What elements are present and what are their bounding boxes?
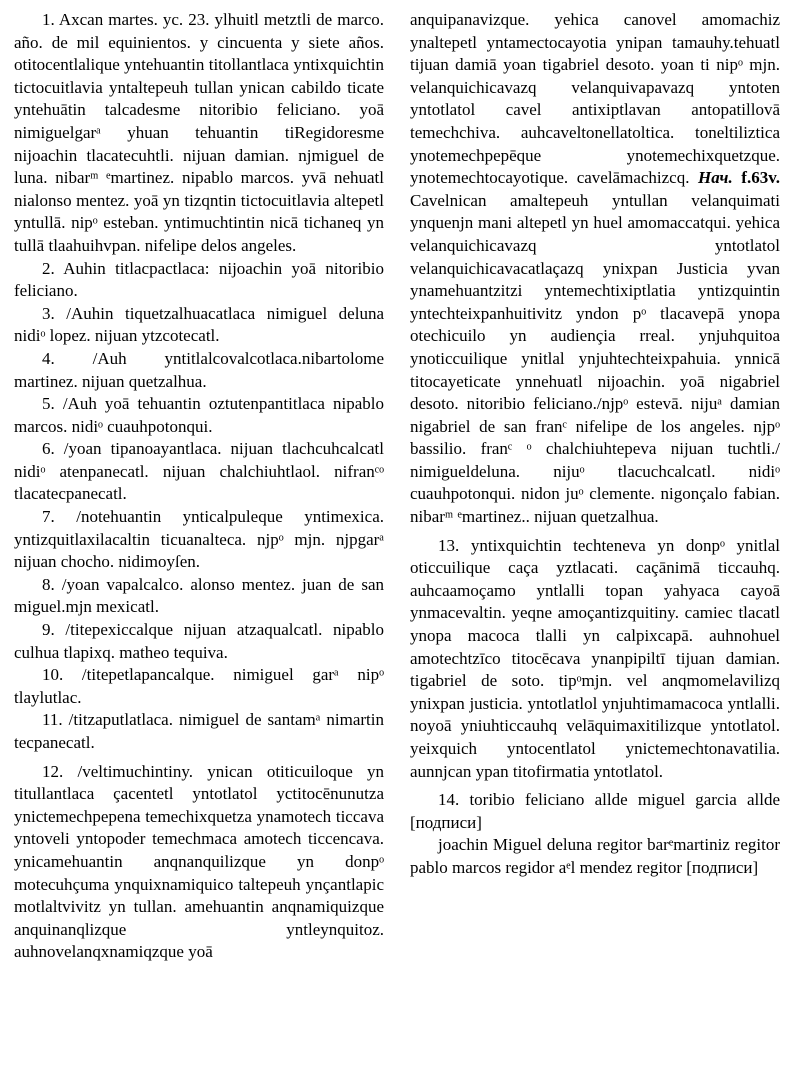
continued-text: anquipanavizque. yehica canovel amomachiz ynaltepetl yntamectocayotia ynipan tamauhy.tehuatl tijuan damiā yoan tigabriel desoto. yoan ti nipᵒ mjn. velanquichicavazq velanquivapavazq yntoten yntotlatol cavel antixiptlavan antopatillovā temechchiva. auhcaveltonellatoltica. toneltiliztica ynotemechpepēque ynotemechixquetzque. ynotemechtocayotique. cavelāmachizcq. [410, 10, 780, 188]
paragraph-7: 7. /notehuantin ynticalpuleque yntimexica. yntizquitlaxilacaltin ticuanalteca. njpᵒ mjn. njpgarᵃ nijuan chocho. nidimoyſen. [14, 507, 384, 572]
right-column [410, 9, 780, 880]
paragraph-10: 10. /titepetlapancalque. nimiguel garᵃ nipᵒ tlaylutlac. [14, 665, 384, 707]
paragraph-13: 13. yntixquichtin techteneva yn donpᵒ ynitlal oticcuilique caça yztlacati. caçānimā ticcauhq. auhcaamoçamo yntlalli topan yahyaca cayoā ynmacevaltin. yeqne amoçantizquitiny. camiec tlacatl ynopa macoca tlalli yn calpixcapā. auhnohuel amotechtzīco titocēcava ynanpipiltī tijuan damian. tigabriel de soto. tipᵒmjn. vel anqmomelavilizq ynixpan justicia. yntotlatlol ynjuhtimamacoca yntlalli. noyoā yniuhticcauhq velāquimaxitilizque yntotlatol. yeixquich yntocentlatol ynictemechtonavatilia. aunnjcan ypan titofirmatia yntotlatol. [410, 535, 780, 781]
paragraph-11: 11. /titzaputlatlaca. nimiguel de santamᵃ nimartin tecpanecatl. [14, 710, 384, 752]
paragraph-5: 5. /Auh yoā tehuantin oztutenpantitlaca nipablo marcos. nidiᵒ cuauhpotonqui. [14, 394, 384, 436]
paragraph-14: 14. toribio feliciano allde miguel garcia allde [подписи] [410, 790, 780, 832]
section-marker: Нач. [698, 168, 733, 188]
paragraph-12-continued [410, 9, 780, 529]
paragraph-6: 6. /yoan tipanoayantlaca. nijuan tlachcuhcalcatl nidiᵒ atenpanecatl. nijuan chalchiuhtlaol. nifranᶜᵒ tlacatecpanecatl. [14, 439, 384, 504]
paragraph-9: 9. /titepexiccalque nijuan atzaqualcatl. nipablo culhua tlapixq. matheo tequiva. [14, 620, 384, 662]
continued-text-after-marker: Cavelnican amaltepeuh yntullan velanquimati ynquenjn mani altepetl yn huel amomaccatqui. yehica velanquichicavazq yntotlatol velanquichicavacatlaçazq ynixpan Justicia yvan ynamehuantzitzi yntemechtixiptlatia yntizquintin yntechteixpanhuitivitz yndon pᵒ tlacavepā ynopa otechicuilo yn audiençia rreal. ynjuhquitoa ynoticcuilique ynitlal ynjuhtechteixpahuia. ynnicā titocayeticate ynnehuatl nijoachin. yoā nigabriel desoto. nitoribio feliciano./njpᵒ estevā. nijuᵃ damian nigabriel de san franᶜ nifelipe de los angeles. njpᵒ bassilio. franᶜ ᵒ chalchiuhtepeva nijuan tuchtli./ nimigueldeluna. nijuᵒ tlacuchcalcatl. nidiᵒ cuauhpotonqui. nidon juᵒ clemente. nigonçalo fabian. nibarᵐ ᵉmartinez.. nijuan quetzalhua. [410, 190, 780, 527]
paragraph-1: 1. Axcan martes. yc. 23. ylhuitl metztli de marco. año. de mil equinientos. y cincuenta y siete años. otitocentlalique yntehuantin titollantlaca yntixquichtin tictocuitlavia yntaltepeuh tullan ynican cabildo ticate yntehuātin talcadesme nitoribio feliciano. yoā nimiguelgarᵃ yhuan tehuantin tiRegidoresme nijoachin tlacatecuhtli. nijuan damian. njmiguel de luna. nibarᵐ ᵉmartinez. nipablo marcos. yvā nehuatl nialonso mentez. yoā yn tizqntin tictocuitlavia altepetl yntullā. nipᵒ esteban. yntimuchtintin nicā tichaneq yn tullā tlaahuihvpan. nifelipe delos angeles. [14, 10, 384, 255]
left-column [14, 9, 384, 964]
paragraph-4: 4. /Auh yntitlalcovalcotlaca.nibartolome martinez. nijuan quetzalhua. [14, 348, 384, 391]
paragraph-3: 3. /Auhin tiquetzalhuacatlaca nimiguel deluna nidiᵒ lopez. nijuan ytzcotecatl. [14, 303, 384, 346]
paragraph-8: 8. /yoan vapalcalco. alonso mentez. juan de san miguel.mjn mexicatl. [14, 574, 384, 617]
folio-reference: f.63v. [741, 168, 781, 188]
signatures: joachin Miguel deluna regitor barᵉmartiniz regitor pablo marcos regidor aᵉl mendez regitor [подписи] [410, 835, 780, 877]
paragraph-12: 12. /veltimuchintiny. ynican otiticuiloque yn titullantlaca çacentetl yntotlatol yctitocēnunutza ynictemechpepena temechixquetza ynamotech ticcava yntoveli yntopoder temechmaca amotech ticcencava. ynicamehuantin anqnanquilizque yn donpᵒ motecuhçuma ynquixnamiquico taltepeuh ynçantlapic motlaltvivitz yn tullan. amehuantin anqnamiquizque anquinanqlizque yntleynquitoz. auhnovelanqxnamiqzque yoā [14, 761, 384, 962]
paragraph-2: 2. Auhin titlacpactlaca: nijoachin yoā nitoribio feliciano. [14, 258, 384, 301]
